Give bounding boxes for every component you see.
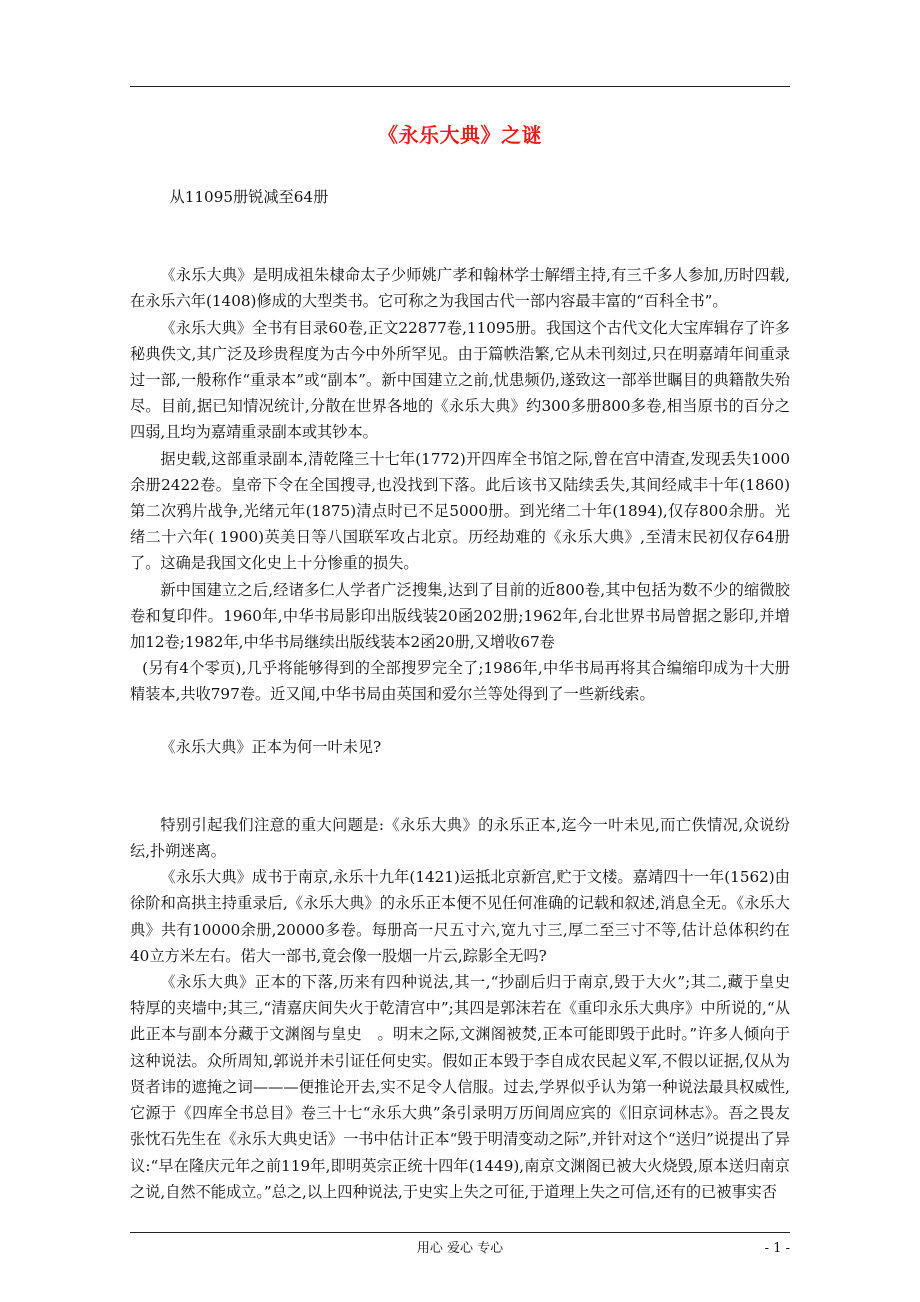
paragraph: 特别引起我们注意的重大问题是:《永乐大典》的永乐正本,迄今一叶未见,而亡佚情况,众说纷纭,扑朔迷离。: [130, 815, 790, 861]
section-heading-2: 《永乐大典》正本为何一叶未见?: [160, 737, 382, 756]
section-heading-1: 从11095册锐减至64册: [169, 188, 329, 206]
paragraph: 《永乐大典》是明成祖朱棣命太子少师姚广孝和翰林学士解缙主持,有三千多人参加,历时四载,在永乐六年(1408)修成的大型类书。它可称之为我国古代一部内容最丰富的“百科全书”。: [130, 266, 790, 311]
paragraph: 《永乐大典》正本的下落,历来有四种说法,其一,“抄副后归于南京,毁于大火”;其二,藏于皇史 特厚的夹墙中;其三,“清嘉庆间失火于乾清宫中”;其四是郭沫若在《重印永乐大典序》中所说的,“从此正本与副本分藏于文渊阁与皇史 。明末之际,文渊阁被焚,正本可能即毁于此时。”许多人倾向于这种说法。众所周知,郭说并未引证任何史实。假如正本毁于李自成农民起义军,不假以证据,仅从为贤者讳的遮掩之词———便推论开去,实不足令人信服。过去,学界似乎认为第一种说法最具权威性,它源于《四库全书总目》卷三十七“永乐大典”条引录明万历间周应宾的《旧京词林志》。吾之畏友张忱石先生在《永乐大典史话》一书中估计正本“毁于明清变动之际”,并针对这个“送归”说提出了异议:“早在隆庆元年之前119年,即明英宗正统十四年(1449),南京文渊阁已被大火烧毁,原本送归南京之说,自然不能成立。”总之,以上四种说法,于史实上失之可征,于道理上失之可信,还有的已被事实否: [130, 973, 806, 1201]
paragraph: 新中国建立之后,经诸多仁人学者广泛搜集,达到了目前的近800卷,其中包括为数不少的缩微胶卷和复印件。1960年,中华书局影印出版线装20函202册;1962年,台北世界书局曾据之影印,并增加12卷;1982年,中华书局继续出版线装本2函20册,又增收67卷: [130, 580, 790, 652]
paragraph-continued: (另有4个零页),几乎将能够得到的全部搜罗完全了;1986年,中华书局再将其合编缩印成为十大册精装本,共收797卷。近又闻,中华书局由英国和爱尔兰等处得到了一些新线索。: [130, 659, 790, 704]
header-rule: [130, 86, 790, 87]
page-number: - 1 -: [764, 1241, 790, 1256]
footer-rule: [130, 1232, 790, 1233]
blank-line: [130, 760, 790, 786]
blank-line: [130, 210, 790, 236]
blank-line: [130, 786, 790, 812]
paragraph: 据史载,这部重录副本,清乾隆三十七年(1772)开四库全书馆之际,曾在宫中清查,发现丢失1000余册2422卷。皇帝下令在全国搜寻,也没找到下落。此后该书又陆续丢失,其间经咸丰十年(1860)第二次鸦片战争,光绪元年(1875)清点时已不足5000册。到光绪二十年(1894),仅存800余册。光绪二十六年( 1900)英美日等八国联军攻占北京。历经劫难的《永乐大典》,至清末民初仅存64册了。这确是我国文化史上十分惨重的损失。: [130, 449, 790, 573]
blank-line: [130, 708, 790, 734]
paragraph: 《永乐大典》成书于南京,永乐十九年(1421)运抵北京新宫,贮于文楼。嘉靖四十一年(1562)由徐阶和高拱主持重录后,《永乐大典》的永乐正本便不见任何准确的记载和叙述,消息全无。《永乐大典》共有10000余册,20000多卷。每册高一尺五寸六,宽九寸三,厚二至三寸不等,估计总体积约在40立方米左右。偌大一部书,竟会像一股烟一片云,踪影全无吗?: [130, 868, 790, 965]
document-title: 《永乐大典》之谜: [378, 123, 542, 147]
document-body: [130, 184, 806, 1205]
paragraph: 《永乐大典》全书有目录60卷,正文22877卷,11095册。我国这个古代文化大宝库辑存了许多秘典佚文,其广泛及珍贵程度为古今中外所罕见。由于篇帙浩繁,它从未刊刻过,只在明嘉靖年间重录过一部,一般称作“重录本”或“副本”。新中国建立之前,忧患频仍,遂致这一部举世瞩目的典籍散失殆尽。目前,据已知情况统计,分散在世界各地的《永乐大典》约300多册800多卷,相当原书的百分之四弱,且均为嘉靖重录副本或其钞本。: [130, 318, 790, 442]
footer-motto: 用心 爱心 专心: [416, 1241, 504, 1256]
blank-line: [130, 236, 790, 262]
